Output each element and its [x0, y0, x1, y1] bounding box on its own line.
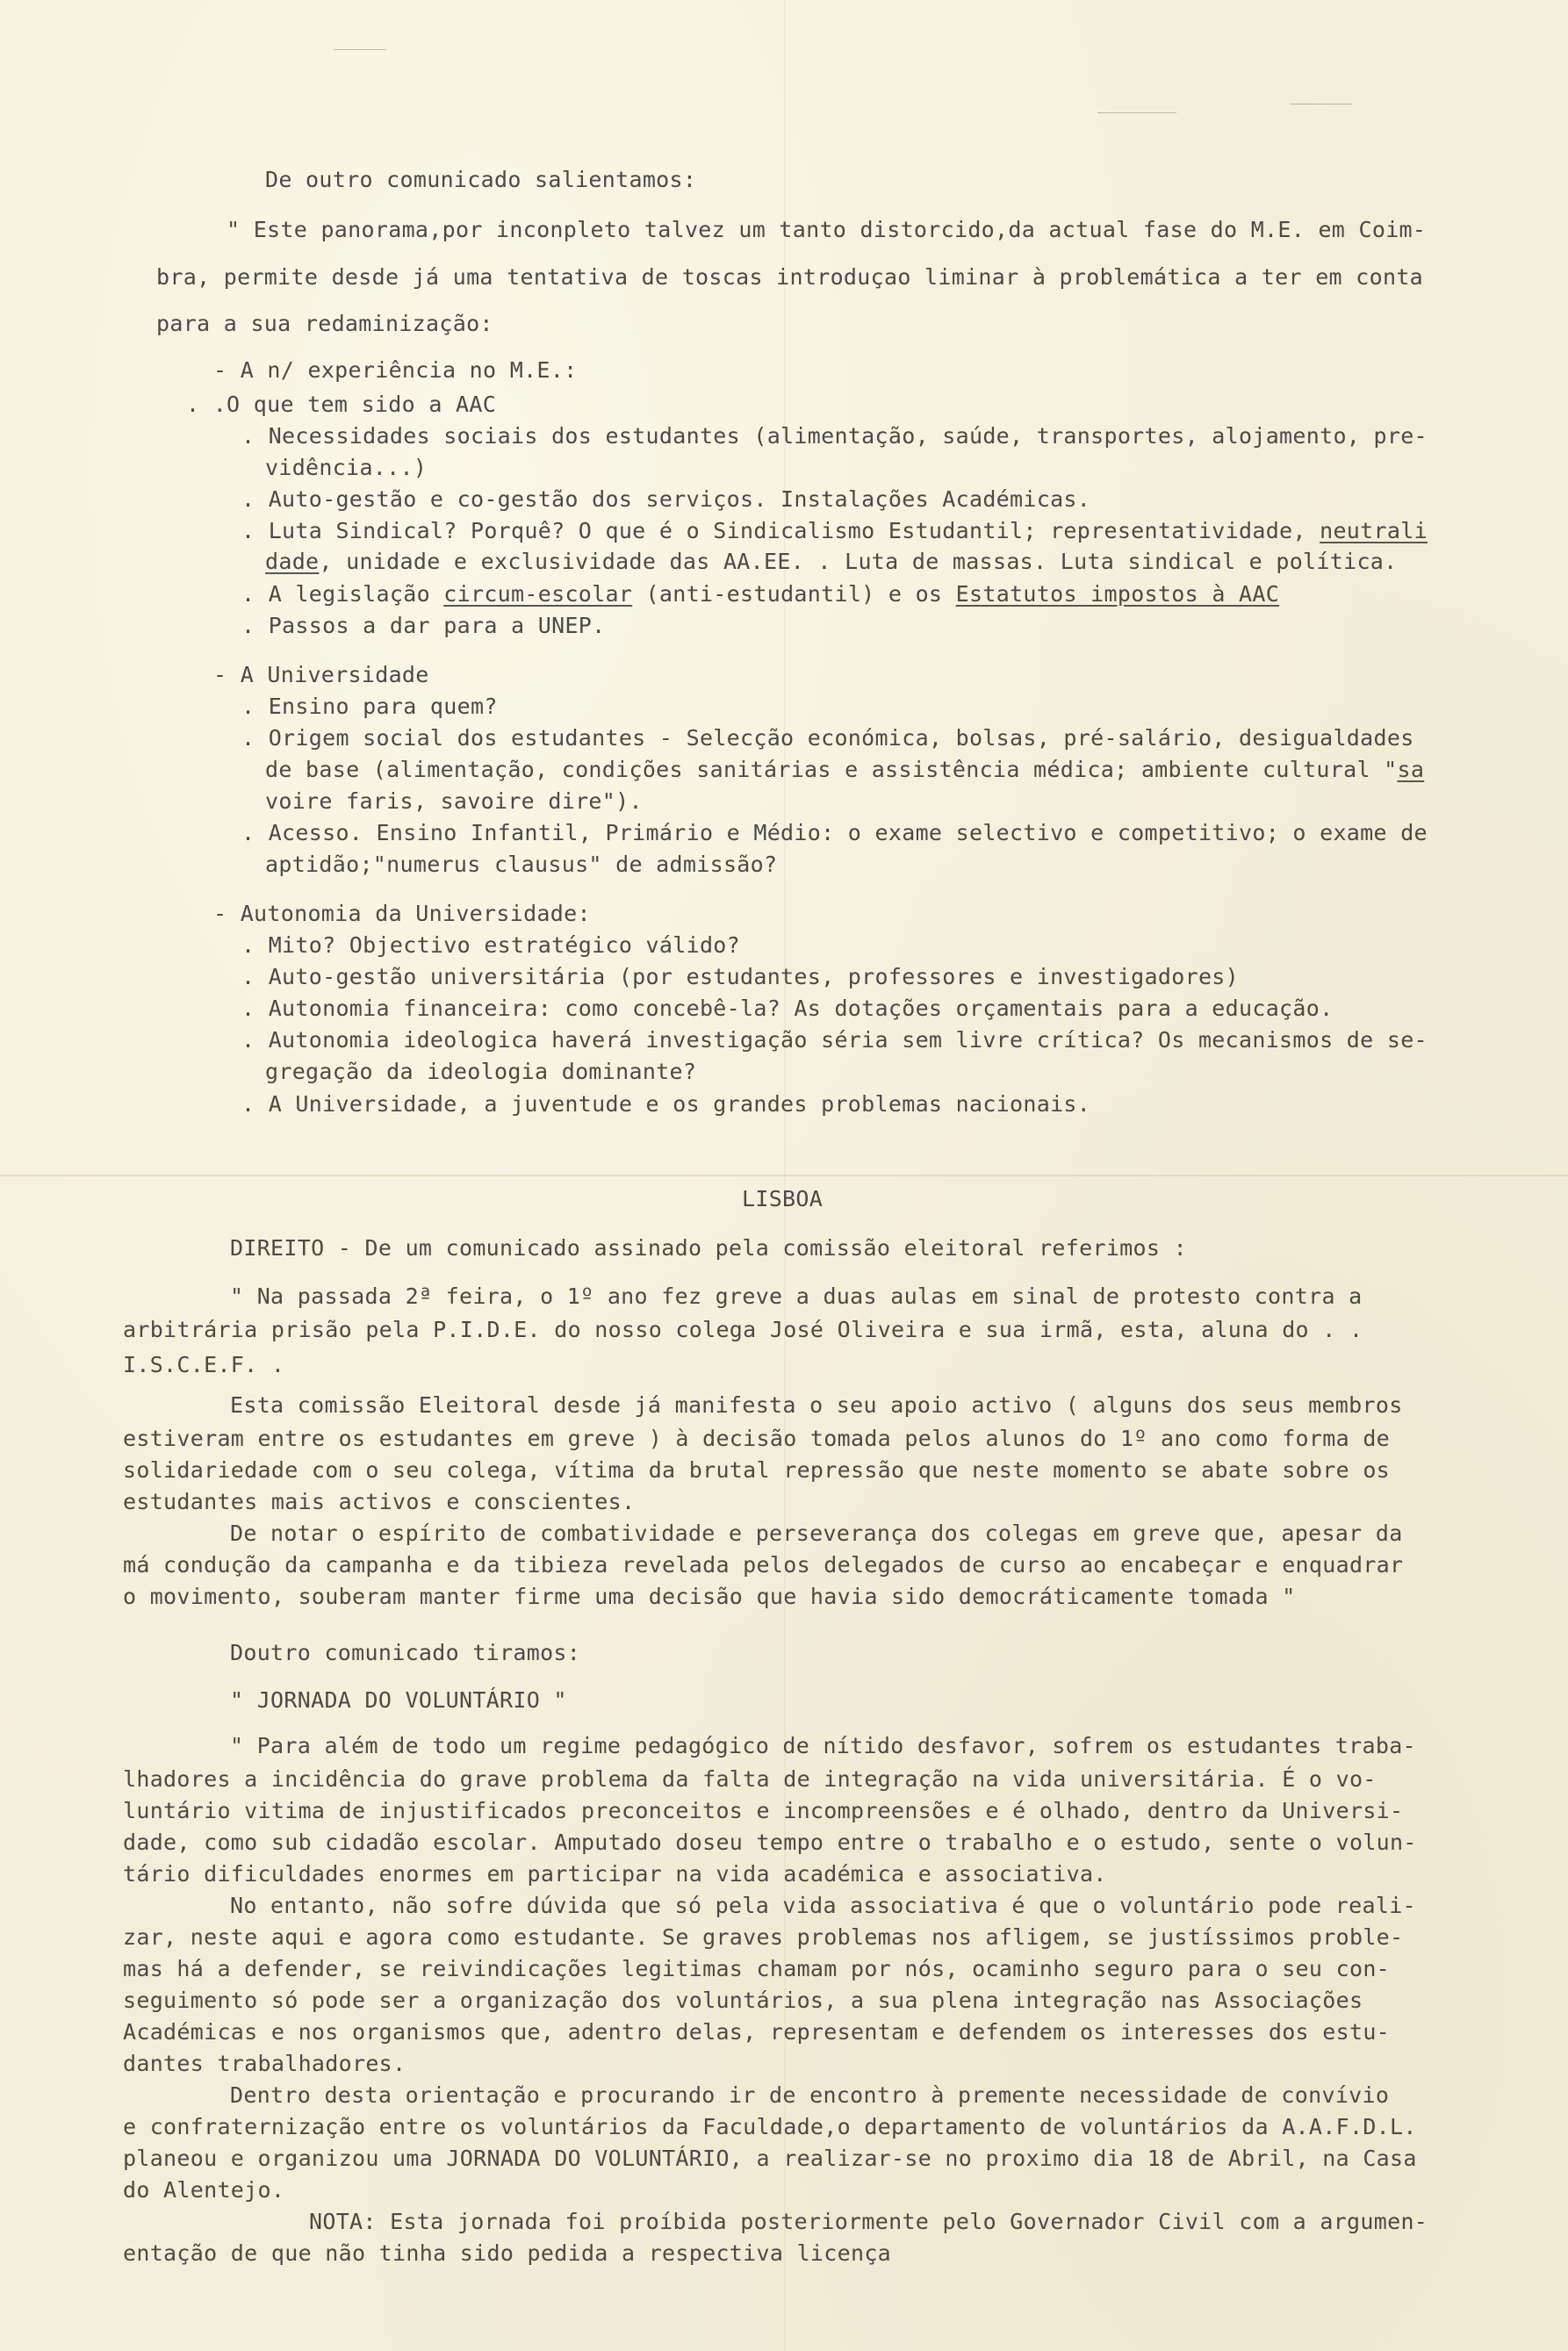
lisboa-p4-line-1: " Para além de todo um regime pedagógico de nítido desfavor, sofrem os estudantes traba- [230, 1733, 1416, 1758]
item-acesso-1: . Acesso. Ensino Infantil, Primário e Médio: o exame selectivo e competitivo; o exame de [241, 820, 1428, 845]
item-autonomia-fin: . Autonomia financeira: como concebê-la? As dotações orçamentais para a educação. [241, 996, 1334, 1021]
item-autonomia-ideo-1: . Autonomia ideologica haverá investigação séria sem livre crítica? Os mecanismos de se- [241, 1027, 1428, 1053]
lisboa-p2-line-3: solidariedade com o seu colega, vítima da brutal repressão que neste momento se abate sobre os [123, 1457, 1391, 1483]
item-necessidades-1: . Necessidades sociais dos estudantes (alimentação, saúde, transportes, alojamento, pre- [241, 423, 1428, 449]
item-autogestao: . Auto-gestão e co-gestão dos serviços. Instalações Académicas. [241, 486, 1091, 512]
item-luta-2 [265, 547, 1398, 577]
lisboa-p5-line-2: zar, neste aqui e agora como estudante. Se graves problemas nos afligem, se justíssimos proble- [123, 1924, 1404, 1950]
item-origem-2-underlined: sa [1397, 757, 1425, 782]
item-legislacao-text-1: . A legislação [241, 581, 444, 607]
heading-experiencia: - A n/ experiência no M.E.: [213, 357, 578, 383]
lisboa-p6-line-1: Dentro desta orientação e procurando ir de encontro à premente necessidade de convívio [230, 2082, 1390, 2108]
item-origem-2 [265, 755, 1424, 785]
paper-mark [1097, 112, 1176, 113]
item-origem-2-text: de base (alimentação, condições sanitárias e assistência médica; ambiente cultural " [265, 757, 1398, 782]
item-luta-2-underlined: dade [265, 549, 320, 574]
direito-intro: DIREITO - De um comunicado assinado pela comissão eleitoral referimos : [230, 1235, 1187, 1261]
item-autonomia-ideo-2: gregação da ideologia dominante? [265, 1059, 697, 1084]
item-aac: . .O que tem sido a AAC [186, 392, 497, 417]
lisboa-p4-line-3: luntário vitima de injustificados preconceitos e incompreensões e é olhado, dentro da Universi- [123, 1798, 1404, 1823]
item-passos: . Passos a dar para a UNEP. [241, 613, 606, 638]
intro-p1-line-1: " Este panorama,por inconpleto talvez um tanto distorcido,da actual fase do M.E. em Coim- [227, 217, 1427, 242]
lisboa-p4-line-4: dade, como sub cidadão escolar. Amputado doseu tempo entre o trabalho e o estudo, sente o volun- [123, 1830, 1417, 1855]
intro-p1-line-2: bra, permite desde já uma tentativa de toscas introduçao liminar à problemática a ter em conta [156, 264, 1424, 290]
item-legislacao-underlined-1: circum-escolar [443, 581, 633, 607]
item-legislacao-text-2: (anti-estudantil) e os [632, 581, 956, 607]
lisboa-p6-line-2: e confraternização entre os voluntários da Faculdade,o departamento de voluntários da A.A.F.D.L. [123, 2114, 1417, 2139]
lisboa-p4-line-2: lhadores a incidência do grave problema da falta de integração na vida universitária. É o vo- [123, 1766, 1377, 1792]
item-luta-1-text: . Luta Sindical? Porquê? O que é o Sindicalismo Estudantil; representatividade, [241, 518, 1320, 543]
nota-line-1: NOTA: Esta jornada foi proíbida posteriormente pelo Governador Civil com a argumen- [309, 2209, 1428, 2234]
item-origem-3: voire faris, savoire dire"). [265, 788, 643, 814]
lisboa-p5-line-1: No entanto, não sofre dúvida que só pela vida associativa é que o voluntário pode reali- [230, 1893, 1416, 1918]
lisboa-p1-line-2: arbitrária prisão pela P.I.D.E. do nosso colega José Oliveira e sua irmã, esta, aluna do . . [123, 1317, 1363, 1342]
lisboa-p5-line-3: mas há a defender, se reivindicações legitimas chamam por nós, ocaminho seguro para o seu con- [123, 1956, 1391, 1981]
lisboa-p5-line-6: dantes trabalhadores. [123, 2051, 406, 2076]
lisboa-p3-line-1: De notar o espírito de combatividade e perseverança dos colegas em greve que, apesar da [230, 1521, 1403, 1546]
lisboa-p2-line-2: estiveram entre os estudantes em greve ) à decisão tomada pelos alunos do 1º ano como forma de [123, 1426, 1391, 1451]
lisboa-p6-line-4: do Alentejo. [123, 2177, 285, 2203]
lisboa-p3-line-2: má condução da campanha e da tibieza revelada pelos delegados de curso ao encabeçar e enquadrar [123, 1552, 1404, 1578]
lisboa-p5-line-4: seguimento só pode ser a organização dos voluntários, a sua plena integração nas Associações [123, 1988, 1363, 2013]
item-luta-2-text: , unidade e exclusividade das AA.EE. . Luta de massas. Luta sindical e política. [319, 549, 1398, 574]
lisboa-p2-line-4: estudantes mais activos e conscientes. [123, 1489, 636, 1514]
paper-mark [334, 49, 386, 50]
lisboa-p4-line-5: tário dificuldades enormes em participar na vida académica e associativa. [123, 1861, 1107, 1887]
lisboa-p5-line-5: Académicas e nos organismos que, adentro delas, representam e defendem os interesses dos estu- [123, 2019, 1391, 2045]
item-luta-1 [241, 516, 1428, 546]
item-mito: . Mito? Objectivo estratégico válido? [241, 932, 740, 958]
item-autogestao-univ: . Auto-gestão universitária (por estudantes, professores e investigadores) [241, 964, 1239, 989]
intro-lead: De outro comunicado salientamos: [265, 167, 697, 192]
heading-autonomia: - Autonomia da Universidade: [213, 901, 591, 926]
item-origem-1: . Origem social dos estudantes - Selecção económica, bolsas, pré-salário, desigualdades [241, 725, 1414, 751]
item-necessidades-2: vidência...) [265, 455, 428, 480]
jornada-title: " JORNADA DO VOLUNTÁRIO " [230, 1687, 567, 1713]
heading-universidade: - A Universidade [213, 662, 429, 687]
item-acesso-2: aptidão;"numerus clausus" de admissão? [265, 852, 778, 877]
lisboa-p1-line-1: " Na passada 2ª feira, o 1º ano fez greve a duas aulas em sinal de protesto contra a [230, 1283, 1363, 1309]
lisboa-p3-line-3: o movimento, souberam manter firme uma decisão que havia sido democráticamente tomada " [123, 1584, 1296, 1609]
item-luta-1-underlined: neutrali [1320, 518, 1428, 543]
lisboa-p1-line-3: I.S.C.E.F. . [123, 1352, 285, 1377]
outro-intro: Doutro comunicado tiramos: [230, 1640, 581, 1665]
item-legislacao-underlined-2: Estatutos impostos à AAC [955, 581, 1280, 607]
lisboa-p6-line-3: planeou e organizou uma JORNADA DO VOLUNTÁRIO, a realizar-se no proximo dia 18 de Abril, na Casa [123, 2146, 1417, 2171]
intro-p1-line-3: para a sua redaminização: [156, 311, 493, 336]
item-ensino: . Ensino para quem? [241, 694, 498, 719]
item-universidade-juv: . A Universidade, a juventude e os grandes problemas nacionais. [241, 1091, 1091, 1117]
nota-line-2: entação de que não tinha sido pedida a respectiva licença [123, 2240, 892, 2266]
heading-lisboa: LISBOA [742, 1186, 824, 1211]
item-legislacao [241, 579, 1279, 609]
lisboa-p2-line-1: Esta comissão Eleitoral desde já manifesta o seu apoio activo ( alguns dos seus membros [230, 1392, 1403, 1418]
